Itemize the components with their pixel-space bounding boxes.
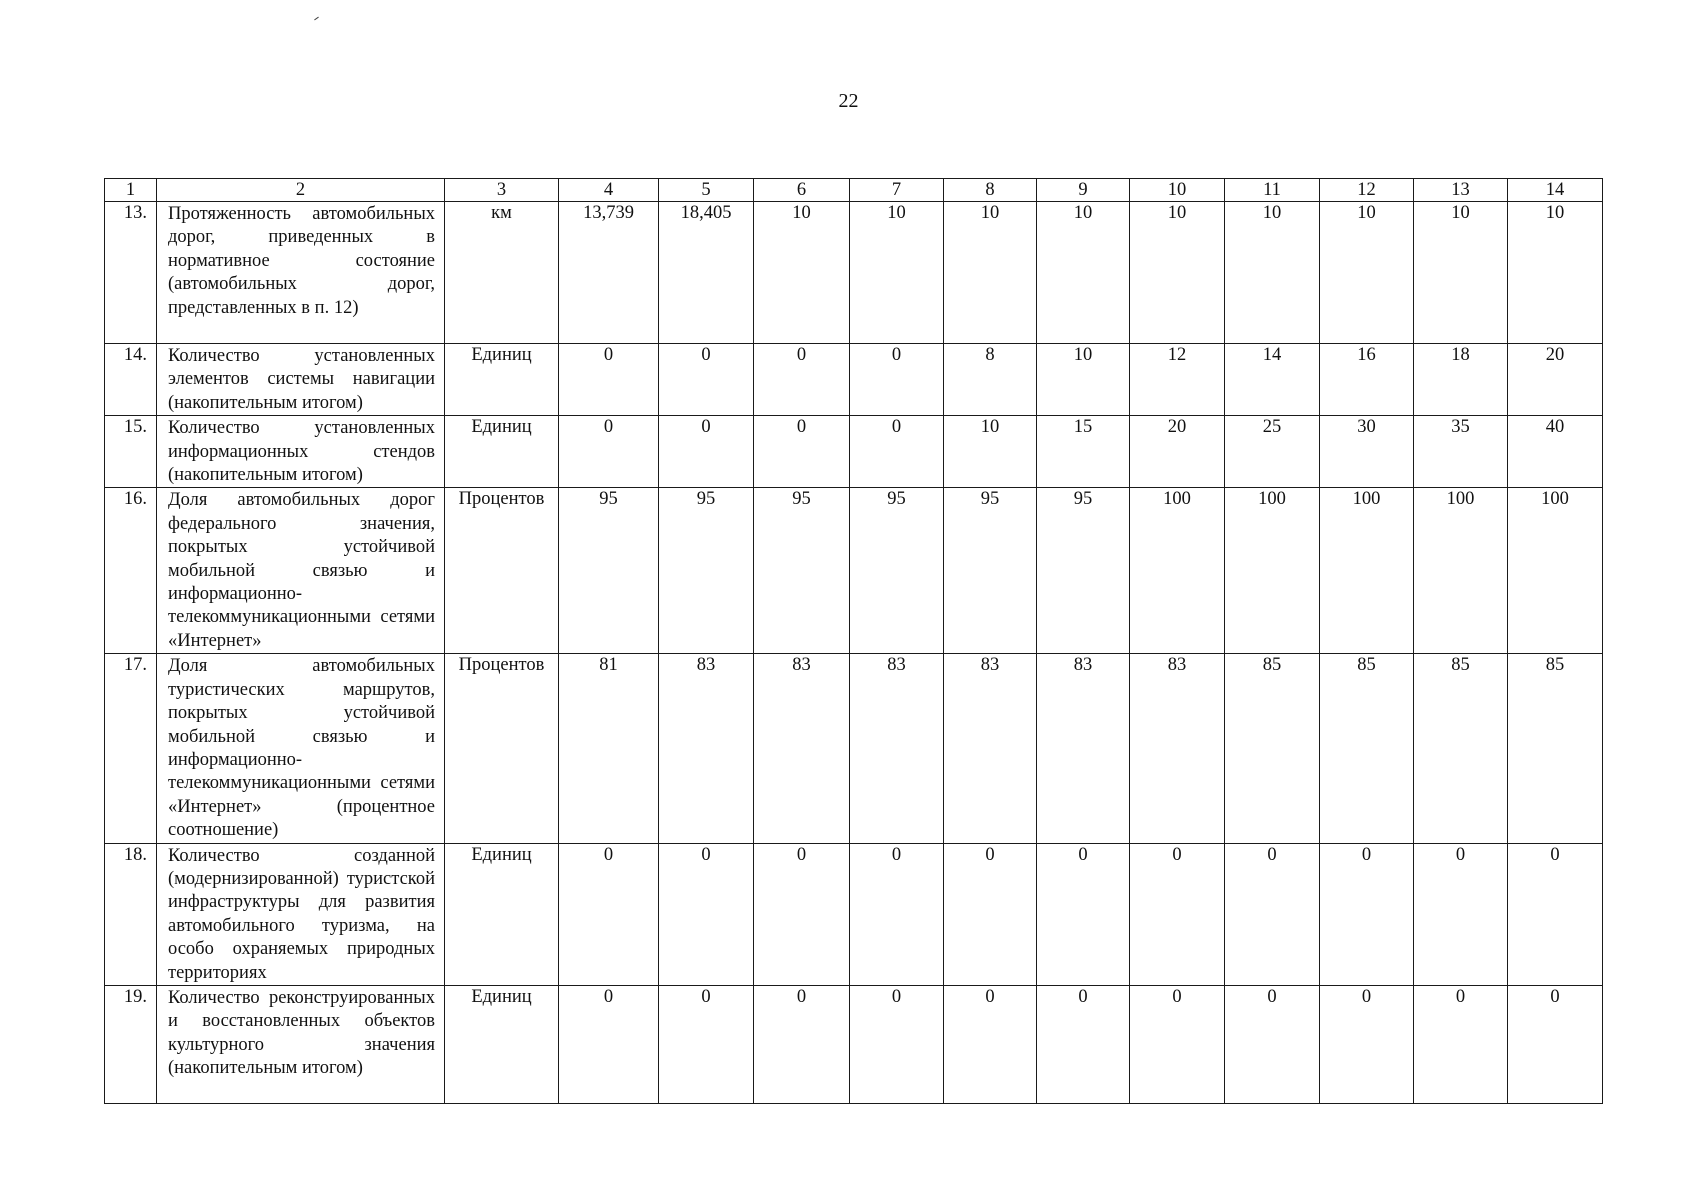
value-cell: 10	[1225, 202, 1320, 344]
unit-cell: Процентов	[445, 488, 559, 654]
value-cell: 0	[850, 843, 944, 985]
value-cell: 0	[659, 985, 754, 1103]
value-cell: 81	[559, 654, 659, 843]
value-cell: 0	[1037, 843, 1130, 985]
unit-cell: Единиц	[445, 416, 559, 488]
value-cell: 18	[1414, 344, 1508, 416]
value-cell: 0	[754, 416, 850, 488]
indicator-description: Доля автомобильных туристических маршрутов, покрытых устойчивой мобильной связью и информационно-телекоммуникационными сетями «Интернет» (процентное соотношение)	[157, 654, 445, 843]
value-cell: 35	[1414, 416, 1508, 488]
unit-cell: км	[445, 202, 559, 344]
value-cell: 16	[1320, 344, 1414, 416]
value-cell: 95	[1037, 488, 1130, 654]
value-cell: 83	[754, 654, 850, 843]
table-row	[105, 985, 1603, 1103]
value-cell: 83	[850, 654, 944, 843]
value-cell: 0	[559, 985, 659, 1103]
row-number: 17.	[105, 654, 157, 843]
value-cell: 8	[944, 344, 1037, 416]
table-row	[105, 202, 1603, 344]
value-cell: 15	[1037, 416, 1130, 488]
value-cell: 12	[1130, 344, 1225, 416]
value-cell: 13,739	[559, 202, 659, 344]
value-cell: 10	[754, 202, 850, 344]
value-cell: 0	[1037, 985, 1130, 1103]
value-cell: 10	[1037, 344, 1130, 416]
value-cell: 10	[944, 416, 1037, 488]
header-cell: 14	[1508, 179, 1603, 202]
value-cell: 0	[1414, 985, 1508, 1103]
header-cell: 4	[559, 179, 659, 202]
row-number: 19.	[105, 985, 157, 1103]
header-cell: 11	[1225, 179, 1320, 202]
table-row	[105, 344, 1603, 416]
indicator-description: Количество установленных информационных стендов (накопительным итогом)	[157, 416, 445, 488]
value-cell: 10	[1037, 202, 1130, 344]
value-cell: 0	[944, 843, 1037, 985]
value-cell: 95	[944, 488, 1037, 654]
indicator-description: Протяженность автомобильных дорог, приведенных в нормативное состояние (автомобильных дорог, представленных в п. 12)	[157, 202, 445, 344]
unit-cell: Единиц	[445, 344, 559, 416]
row-number: 14.	[105, 344, 157, 416]
value-cell: 85	[1414, 654, 1508, 843]
indicator-description: Количество реконструированных и восстановленных объектов культурного значения (накопительным итогом)	[157, 985, 445, 1103]
value-cell: 10	[1508, 202, 1603, 344]
value-cell: 30	[1320, 416, 1414, 488]
value-cell: 25	[1225, 416, 1320, 488]
page-number: 22	[838, 90, 859, 112]
indicators-table	[104, 178, 1603, 1104]
value-cell: 20	[1130, 416, 1225, 488]
value-cell: 10	[1320, 202, 1414, 344]
value-cell: 95	[754, 488, 850, 654]
value-cell: 0	[659, 416, 754, 488]
value-cell: 0	[1414, 843, 1508, 985]
row-number: 13.	[105, 202, 157, 344]
value-cell: 0	[754, 344, 850, 416]
indicator-description: Количество установленных элементов системы навигации (накопительным итогом)	[157, 344, 445, 416]
value-cell: 0	[944, 985, 1037, 1103]
table-header-row	[105, 179, 1603, 202]
value-cell: 100	[1414, 488, 1508, 654]
value-cell: 100	[1225, 488, 1320, 654]
table-row	[105, 654, 1603, 843]
value-cell: 0	[1320, 985, 1414, 1103]
header-cell: 13	[1414, 179, 1508, 202]
table-row	[105, 843, 1603, 985]
scan-artifact-mark	[314, 17, 319, 21]
row-number: 16.	[105, 488, 157, 654]
value-cell: 0	[1320, 843, 1414, 985]
value-cell: 95	[559, 488, 659, 654]
value-cell: 20	[1508, 344, 1603, 416]
value-cell: 40	[1508, 416, 1603, 488]
value-cell: 18,405	[659, 202, 754, 344]
value-cell: 83	[1037, 654, 1130, 843]
unit-cell: Процентов	[445, 654, 559, 843]
header-cell: 10	[1130, 179, 1225, 202]
header-cell: 6	[754, 179, 850, 202]
value-cell: 0	[754, 985, 850, 1103]
table-row	[105, 488, 1603, 654]
value-cell: 0	[559, 416, 659, 488]
value-cell: 14	[1225, 344, 1320, 416]
indicator-description: Количество созданной (модернизированной) туристской инфраструктуры для развития автомобильного туризма, на особо охраняемых природных территориях	[157, 843, 445, 985]
row-number: 15.	[105, 416, 157, 488]
value-cell: 83	[1130, 654, 1225, 843]
header-cell: 7	[850, 179, 944, 202]
value-cell: 0	[754, 843, 850, 985]
value-cell: 10	[1414, 202, 1508, 344]
value-cell: 0	[1225, 843, 1320, 985]
value-cell: 95	[659, 488, 754, 654]
value-cell: 83	[659, 654, 754, 843]
value-cell: 100	[1320, 488, 1414, 654]
header-cell: 1	[105, 179, 157, 202]
value-cell: 0	[850, 344, 944, 416]
value-cell: 95	[850, 488, 944, 654]
value-cell: 85	[1320, 654, 1414, 843]
table-row	[105, 416, 1603, 488]
value-cell: 0	[850, 416, 944, 488]
indicator-description: Доля автомобильных дорог федерального значения, покрытых устойчивой мобильной связью и информационно-телекоммуникационными сетями «Интернет»	[157, 488, 445, 654]
value-cell: 0	[1130, 985, 1225, 1103]
value-cell: 0	[559, 843, 659, 985]
value-cell: 0	[659, 843, 754, 985]
value-cell: 100	[1130, 488, 1225, 654]
value-cell: 0	[1130, 843, 1225, 985]
value-cell: 0	[1225, 985, 1320, 1103]
value-cell: 100	[1508, 488, 1603, 654]
value-cell: 10	[1130, 202, 1225, 344]
header-cell: 8	[944, 179, 1037, 202]
value-cell: 0	[1508, 985, 1603, 1103]
header-cell: 12	[1320, 179, 1414, 202]
value-cell: 85	[1508, 654, 1603, 843]
value-cell: 0	[659, 344, 754, 416]
value-cell: 0	[1508, 843, 1603, 985]
value-cell: 0	[559, 344, 659, 416]
header-cell: 5	[659, 179, 754, 202]
header-cell: 9	[1037, 179, 1130, 202]
value-cell: 10	[850, 202, 944, 344]
value-cell: 83	[944, 654, 1037, 843]
value-cell: 0	[850, 985, 944, 1103]
header-cell: 3	[445, 179, 559, 202]
unit-cell: Единиц	[445, 985, 559, 1103]
row-number: 18.	[105, 843, 157, 985]
unit-cell: Единиц	[445, 843, 559, 985]
header-cell: 2	[157, 179, 445, 202]
value-cell: 85	[1225, 654, 1320, 843]
value-cell: 10	[944, 202, 1037, 344]
